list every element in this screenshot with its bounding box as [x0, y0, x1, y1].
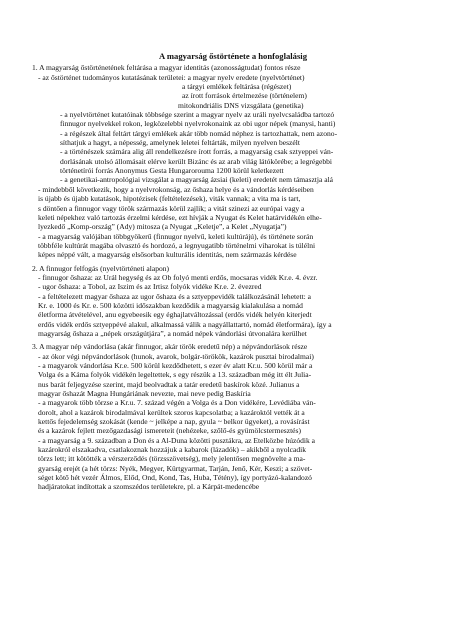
text-line: lyezkedő „Komp-ország” (Ady) mitosza (a Nyugat „Keletje”, a Kelet „Nyugatja”) — [38, 222, 287, 232]
text-line: nus barát feljegyzése szerint, majd beolvadtak a tatár eredetű baskírok közé. Julianus a — [38, 379, 300, 389]
text-line: - az ókor végi népvándorlások (hunok, avarok, bolgár-törökök, kazárok pusztai birodalmai) — [38, 351, 314, 361]
text-line: Volga és a Káma folyók vidékén legeltettek, s egy részük a 13. században még itt élt Julia- — [38, 370, 312, 380]
text-line: dorolt, ahol a kazárok birodalmával kerültek szoros kapcsolatba; a kazároktól vették át a — [38, 407, 305, 417]
text-line: - mindebből következik, hogy a nyelvrokonság, az őshaza helye és a vándorlás kérdéseiben — [38, 184, 314, 194]
text-line: - az őstörténet tudományos kutatásának területei: a magyar nyelv eredete (nyelvtörténet) — [38, 72, 305, 82]
text-line: - a magyarság a 9. században a Don és a Al-Duna közötti pusztákra, az Etelközbe húzódik a — [38, 435, 316, 445]
text-line: - ugor őshaza: a Tobol, az Iszim és az Irtisz folyók vidéke Kr.e. 2. évezred — [38, 282, 262, 292]
page-title: A magyarság őstörténete a honfoglalásig — [159, 51, 307, 61]
text-line: magyar őshazát Magna Hungáriának nevezte, mai neve pedig Baskíria — [38, 389, 251, 399]
text-line: Kr. e. 1000 és Kr. e. 500 közötti időszakban kezdődik a magyarság kialakulása a nomád — [38, 300, 303, 310]
text-line: életforma átvételével, anu egyebeesik egy éghajlatváltozással (erdős vidék helyén kiterjedt — [38, 310, 312, 320]
text-line: - a magyarok vándorlása Kr.e. 500 körül kezdődhetett, s ezer év alatt Kr.u. 500 körül már a — [38, 361, 313, 370]
text-line: - a magyarok több törzse a Kr.u. 7. század végén a Volga és a Don vidékére, Levédiába ván- — [38, 398, 316, 408]
text-line: s döntően a finnugor vagy török származás körül zajlik; a vitát szinezi az európai vagy a — [38, 203, 305, 213]
text-line: kettős fejedelemség szokását (kende ~ jelképe a nap, gyula ~ belkor ügyeket), a rovásírást — [38, 417, 310, 427]
text-line: törzs lett; itt kötötték a vérszerződés (törzsszövetség), mely jelentősen megnövelte a ma- — [38, 454, 306, 464]
text-line: - a feltételezett magyar őshaza az ugor őshaza és a sztyeppevidék találkozásánál lehetett: a — [38, 291, 312, 301]
text-line: - a történészek számára alig áll rendelkezésre írott forrás, a magyarság csak sztyeppei ván- — [60, 147, 334, 157]
text-line: magyarság őshaza a „népek országútjára”, a nomád népek vándorlási útvonalára kerülhet — [38, 328, 307, 338]
text-line: hadjáratokat indítottak a szomszédos területekre, pl. a Kárpát-medencébe — [38, 482, 260, 492]
text-line: 2. A finnugor felfogás (nyelvtörténeti alapon) — [32, 263, 170, 273]
text-line: keleti népekhez való tartozás érzelmi kérdése, ezt hívják a Nyugat és Kelet határvidékén elhe- — [38, 212, 322, 222]
text-line: séget kötő hét vezér Álmos, Előd, Ond, Kond, Tas, Huba, Tétény), így portyázó-kalandozó — [38, 473, 312, 483]
text-line: - a genetikai-antropológiai vizsgálat a magyarság ázsiai (keleti) eredetét nem támasztja alá — [60, 175, 334, 185]
text-line: 3. A magyar nép vándorlása (akár finnugor, akár török eredetű nép) a népvándorlások része — [32, 342, 308, 352]
text-line: mitokondriális DNS vizsgálata (genetika) — [178, 100, 304, 110]
text-line: - finnugor őshaza: az Urál hegység és az Ob folyó menti erdős, mocsaras vidék Kr.e. 4. évzr. — [38, 272, 318, 282]
text-line: - a magyarság valójában többgyökerű (finnugor nyelvű, keleti kultúrájú), és története során — [38, 231, 314, 241]
text-line: az írott források értelmezése (történelem) — [182, 91, 307, 101]
text-line: dorlásának utolsó állomásait elérve került Bizánc és az arab világ látókörébe; a legrégebbi — [60, 156, 332, 166]
text-line: a tárgyi emlékek feltárása (régészet) — [182, 82, 292, 92]
text-line: is újabb és újabb kutatások, hipotézisek (feltételezések), viták vannak; a vita ma is tart, — [38, 194, 301, 204]
text-line: többféle kultúrát magába olvasztó és hordozó, a legnyugatibb történelmi viharokat is túlélni — [38, 240, 316, 250]
document-body — [32, 63, 434, 491]
text-line: történetírói forrás Anonymus Gesta Hungarorouma 1200 körül keletkezett — [60, 166, 284, 176]
text-line: gyarság erejét (a hét törzs: Nyék, Megyer, Kürtgyarmat, Tarján, Jenő, Kér, Keszi; a szövet- — [38, 463, 313, 473]
text-line: kazárokról elszakadva, csatlakoznak hozzájuk a kabarok (lázadók) – akikből a nyolcadik — [38, 445, 307, 455]
text-line: - a régészek által feltárt tárgyi emlékek akár több nomád néphez is tartozhattak, nem azono- — [60, 128, 338, 138]
text-line: és a kazárok fejlett mezőgazdasági ismereteit (nehézeke, szőlő-és gyümölcstermesztés) — [38, 426, 301, 436]
text-line: - a nyelvtörténet kutatóinak többsége szerint a magyar nyelv az uráli nyelvcsaládba tartozó — [60, 110, 335, 120]
text-line: síthatjuk a hagyt, a népesség, amelynek leletei feltárták, milyen nyelven beszélt — [60, 138, 300, 148]
text-line: erdős vidék erdős sztyeppévé alakul, alkalmassá válik a nagyállattartó, nomád életformára), így a — [38, 319, 332, 329]
text-line: finnugor nyelvekkel rokon, legközelebbi nyelvrokonaink az obi ugor népek (manysi, hanti) — [60, 119, 336, 129]
text-line: 1. A magyarság őstörténetének feltárása a magyar identitás (azonosságtudat) fontos része — [32, 63, 301, 73]
text-line: képes néppé vált, a magyarság elsősorban kulturális identitás, nem származás kérdése — [38, 250, 297, 260]
